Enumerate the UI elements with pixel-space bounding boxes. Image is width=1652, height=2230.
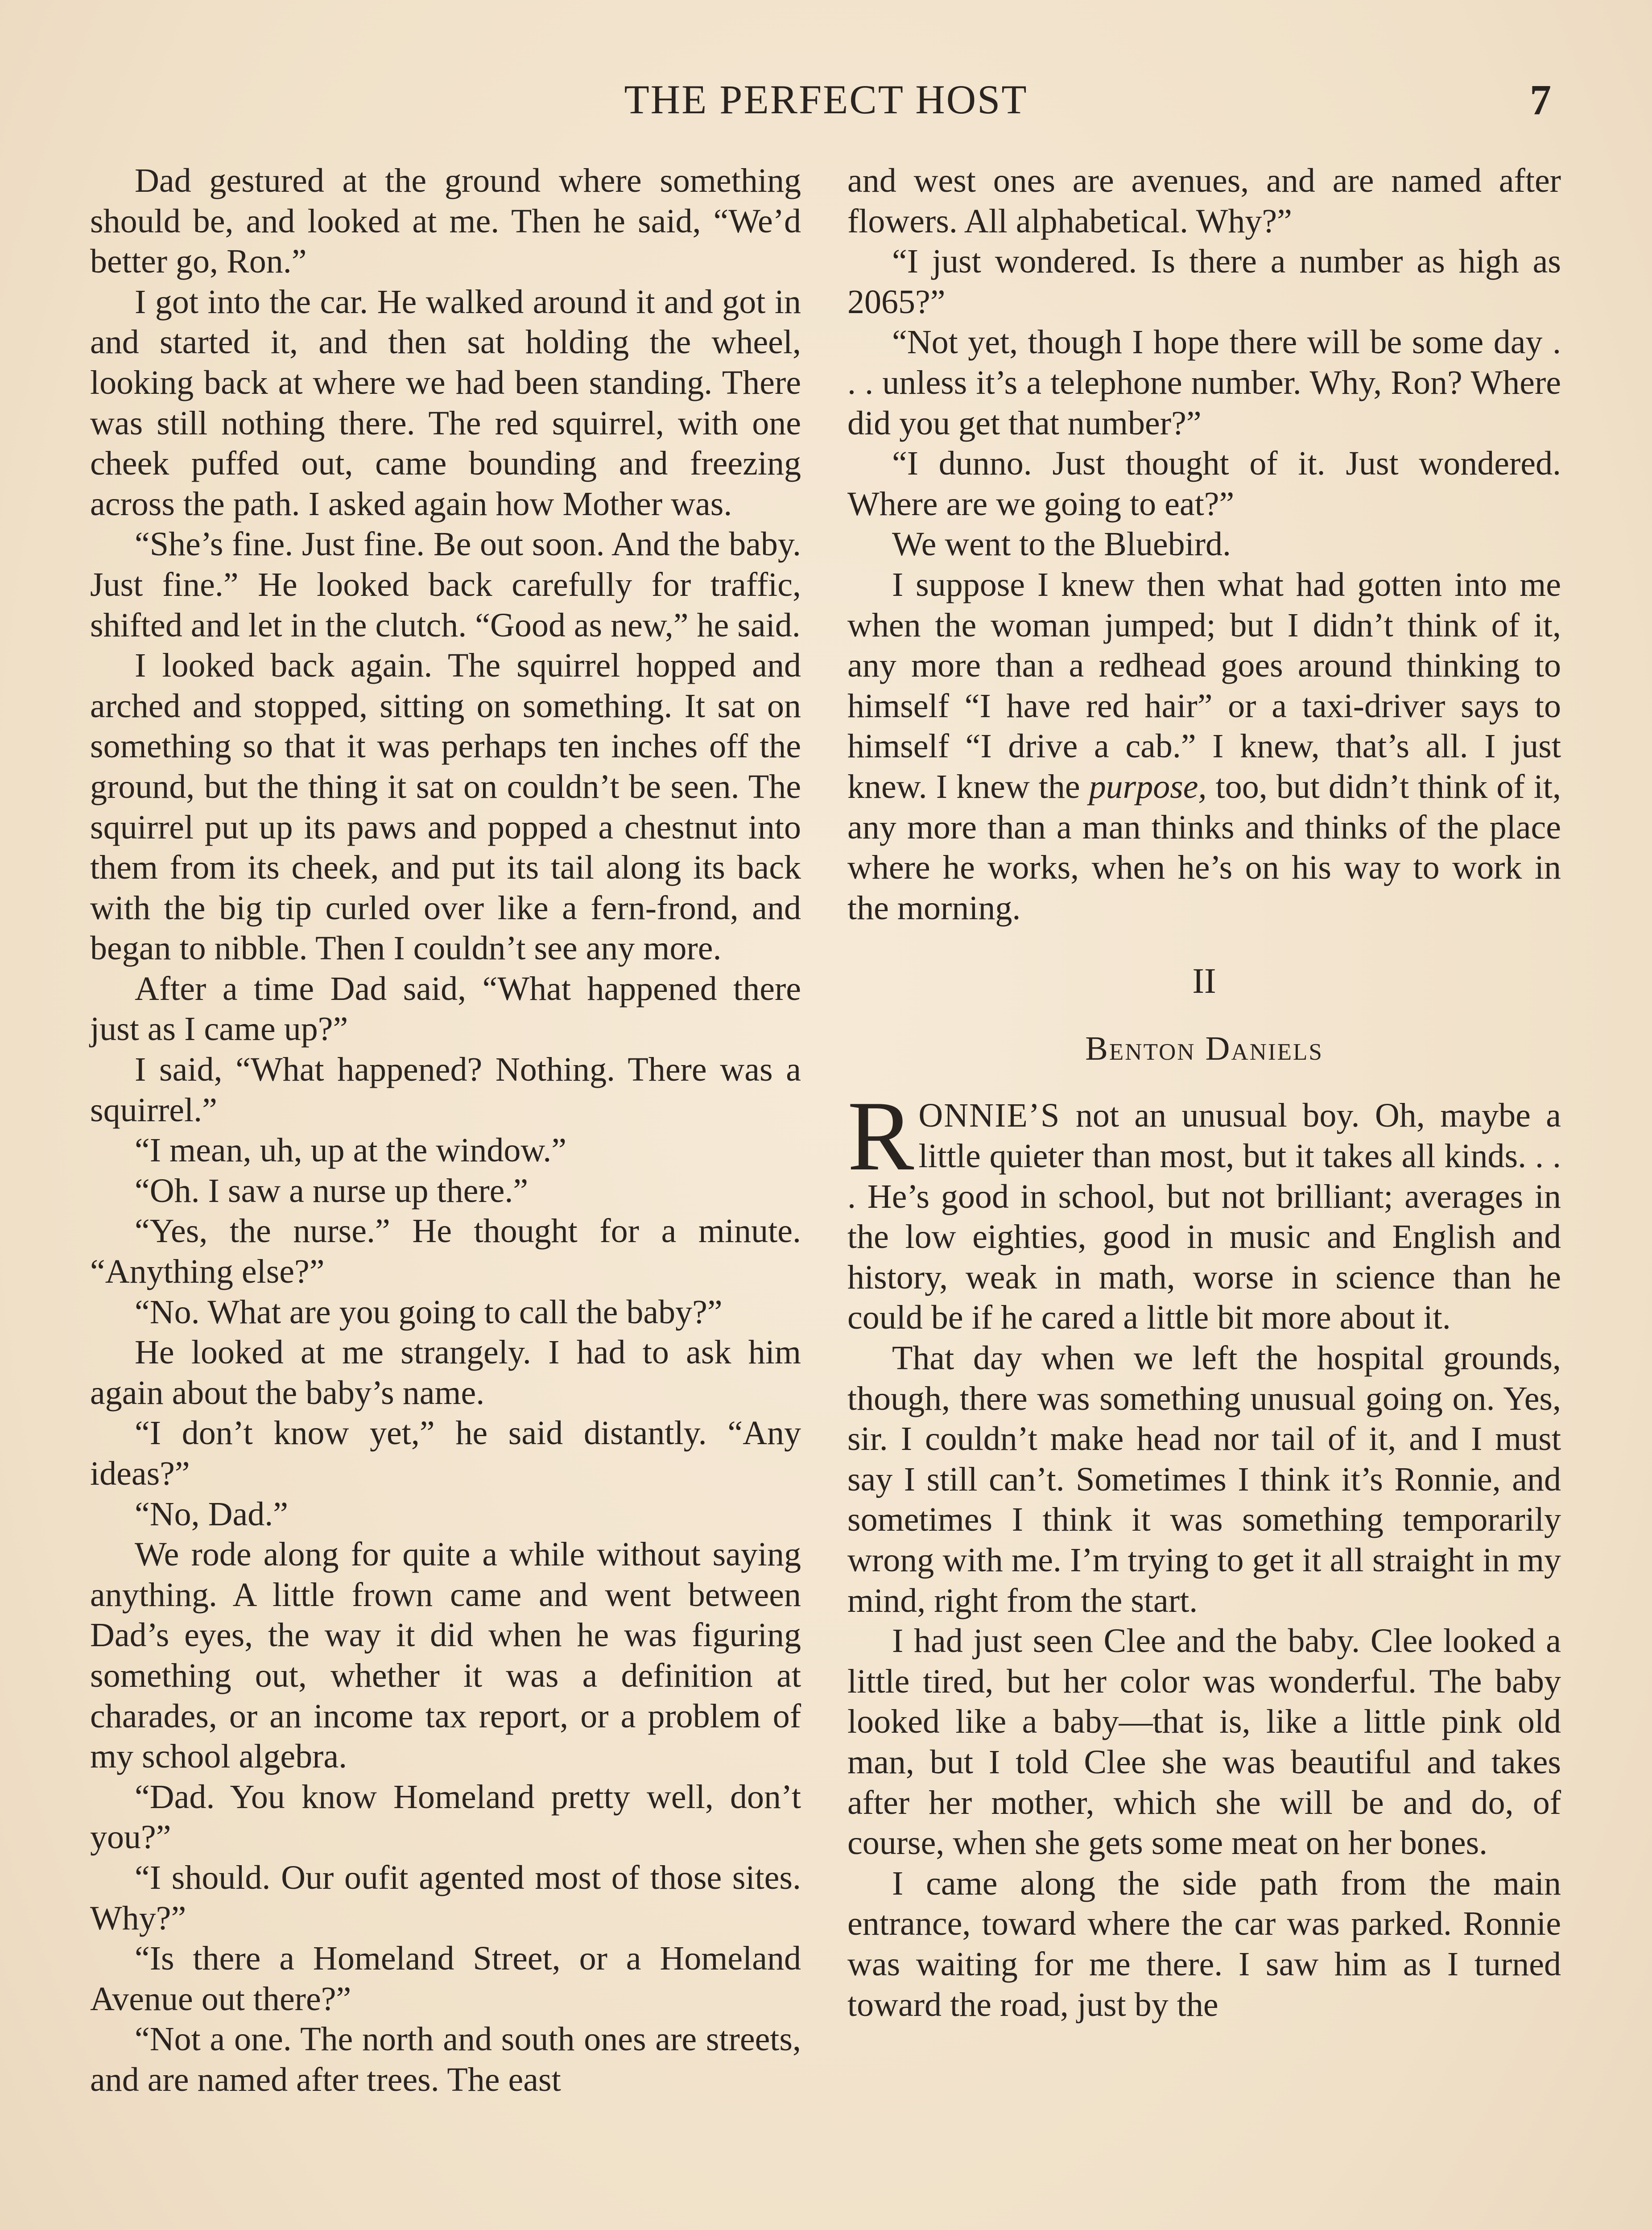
- dropcap-paragraph: [847, 1081, 1561, 1338]
- paragraph: “Not a one. The north and south ones are streets, and are named after trees. The east: [90, 2020, 801, 2098]
- paragraph: “I just wondered. Is there a number as high as 2065?”: [847, 243, 1561, 321]
- paragraph-continued: and west ones are avenues, and are named after flowers. All alphabetical. Why?”: [847, 162, 1561, 240]
- paragraph: I came along the side path from the main entrance, toward where the car was parked. Ronnie was waiting for me there. I saw him as I turned toward the road, just by the: [847, 1864, 1561, 2024]
- text-run: not an unusual boy. Oh, maybe a little quieter than most, but it takes all kinds. . . . He’s good in school, but not brilliant; averages in the low eighties, good in music and English and history, weak in math, worse in science than he could be if he cared a little bit more about it.: [847, 1097, 1561, 1337]
- paragraph: “Oh. I saw a nurse up there.”: [135, 1172, 529, 1210]
- paragraph: We went to the Bluebird.: [892, 525, 1231, 563]
- paragraph: “No. What are you going to call the baby?”: [135, 1293, 723, 1331]
- paragraph: Dad gestured at the ground where something should be, and looked at me. Then he said, “We’d better go, Ron.”: [90, 162, 801, 281]
- page-number: 7: [1530, 76, 1551, 124]
- section-author: Benton Daniels: [1085, 1029, 1323, 1067]
- paragraph: “Dad. You know Homeland pretty well, don’t you?”: [90, 1778, 801, 1856]
- paragraph: “I should. Our oufit agented most of those sites. Why?”: [90, 1858, 801, 1937]
- paragraph: We rode along for quite a while without saying anything. A little frown came and went between Dad’s eyes, the way it did when he was figuring something out, whether it was a definition at charades, or an income tax report, or a problem of my school algebra.: [90, 1536, 801, 1776]
- right-column: [847, 161, 1561, 2025]
- dropcap-caps: ONNIE’S: [918, 1097, 1061, 1135]
- emphasis-text: purpose,: [1089, 768, 1207, 805]
- text-run: I suppose I knew then what had gotten into me when the woman jumped; but I didn’t think of it, any more than a redhead goes around thinking to himself “I have red hair” or a taxi-driver says to himself “I drive a cab.” I knew, that’s all. I just knew. I knew the: [847, 566, 1561, 805]
- paragraph: “I don’t know yet,” he said distantly. “Any ideas?”: [90, 1414, 801, 1492]
- paragraph: “No, Dad.”: [135, 1495, 288, 1533]
- paragraph: I said, “What happened? Nothing. There was a squirrel.”: [90, 1051, 801, 1129]
- paragraph: That day when we left the hospital grounds, though, there was something unusual going on. Yes, sir. I couldn’t make head nor tail of it, and I must say I still can’t. Sometimes I think it’s Ronnie, and sometimes I think it was something temporarily wrong with me. I’m trying to get it all straight in my mind, right from the start.: [847, 1339, 1561, 1619]
- section-number: II: [1192, 962, 1216, 1001]
- paragraph: “Is there a Homeland Street, or a Homeland Avenue out there?”: [90, 1940, 801, 2018]
- paragraph: “I dunno. Just thought of it. Just wondered. Where are we going to eat?”: [847, 445, 1561, 523]
- paragraph: “Not yet, though I hope there will be some day . . . unless it’s a telephone number. Why, Ron? Where did you get that number?”: [847, 323, 1561, 442]
- paragraph-purpose: [847, 565, 1561, 928]
- text-run: too, but didn’t think of it, any more than a man thinks and thinks of the place where he works, when he’s on his way to work in the morning.: [847, 768, 1561, 927]
- paragraph: I had just seen Clee and the baby. Clee looked a little tired, but her color was wonderful. The baby looked like a baby—that is, like a little pink old man, but I told Clee she was beautiful and takes after her mother, which she will be and do, of course, when she gets some meat on her bones.: [847, 1622, 1561, 1862]
- paragraph: After a time Dad said, “What happened there just as I came up?”: [90, 970, 801, 1048]
- paragraph: I got into the car. He walked around it and got in and started it, and then sat holding the wheel, looking back at where we had been standing. There was still nothing there. The red squirrel, with one cheek puffed out, came bounding and freezing across the path. I asked again how Mother was.: [90, 283, 801, 523]
- dropcap-letter: R: [847, 1081, 914, 1192]
- paragraph: “I mean, uh, up at the window.”: [135, 1132, 566, 1169]
- paragraph: “She’s fine. Just fine. Be out soon. And the baby. Just fine.” He looked back carefully for traffic, shifted and let in the clutch. “Good as new,” he said.: [90, 525, 801, 644]
- running-header-title: THE PERFECT HOST: [624, 77, 1028, 122]
- paragraph: “Yes, the nurse.” He thought for a minute. “Anything else?”: [90, 1212, 801, 1291]
- paragraph: I looked back again. The squirrel hopped and arched and stopped, sitting on something. It sat on something so that it was perhaps ten inches off the ground, but the thing it sat on couldn’t be seen. The squirrel put up its paws and popped a chestnut into them from its cheek, and put its tail along its back with the big tip curled over like a fern-frond, and began to nibble. Then I couldn’t see any more.: [90, 647, 801, 967]
- left-column: [90, 161, 801, 2100]
- paragraph: He looked at me strangely. I had to ask him again about the baby’s name.: [90, 1334, 801, 1412]
